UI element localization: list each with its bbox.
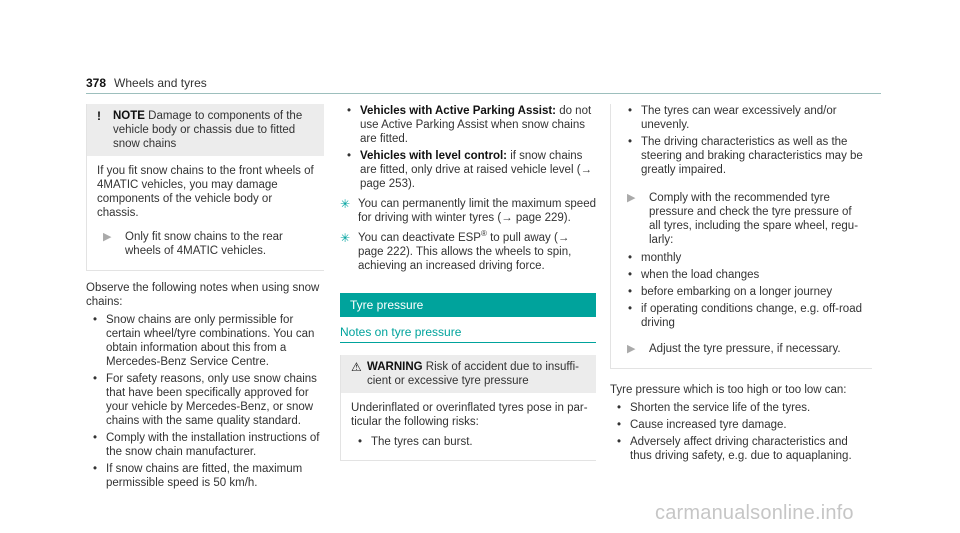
chapter-title: Wheels and tyres xyxy=(114,76,207,90)
pressure-intro: Tyre pressure which is too high or too low can: xyxy=(610,384,847,396)
bullet-text: if snow chains are fitted, only drive at raised vehicle level (→ page 253). xyxy=(360,150,593,190)
tip-text: You can permanently limit the maximum speed for driving with winter tyres (→ page 229). xyxy=(358,198,596,224)
note-body-text: If you fit snow chains to the front wheels of 4MATIC vehicles, you may damage components of the vehicle body or chassis. xyxy=(97,165,314,219)
list-item: • if operating conditions change, e.g. off-road driving xyxy=(621,302,864,330)
warning-header xyxy=(341,355,596,393)
note-header xyxy=(87,104,324,156)
list-item: • Snow chains are only permissible for certain wheel/tyre combinations. You can obtain information about this from a Mercedes-Benz Service Centre. xyxy=(86,313,324,369)
note-heading xyxy=(113,109,316,151)
list-item: • If snow chains are fitted, the maximum permissible speed is 50 km/h. xyxy=(86,462,324,490)
column-3 xyxy=(610,104,872,466)
column-1 xyxy=(86,104,324,493)
warning-heading xyxy=(367,360,588,388)
list-item: • The driving characteristics as well as the steering and braking characteristics may be greatly impaired. xyxy=(621,135,864,177)
watermark: carmanualsonline.info xyxy=(655,502,854,524)
warning-body xyxy=(341,393,596,460)
pressure-effects-list xyxy=(610,401,872,463)
info-bulb-icon: ✳ xyxy=(340,231,351,245)
info-bulb-icon: ✳ xyxy=(340,197,351,211)
list-item: • when the load changes xyxy=(621,268,864,282)
warning-body-continued xyxy=(611,104,872,368)
note-heading-text: Damage to components of the vehicle body or chassis due to fitted snow chains xyxy=(113,110,303,150)
vehicle-option-list xyxy=(340,104,596,191)
list-item: • The tyres can wear excessively and/or unevenly. xyxy=(621,104,864,132)
note-action-text: Only fit snow chains to the rear wheels of 4MATIC vehicles. xyxy=(125,231,283,257)
page-header xyxy=(86,76,207,91)
list-item: • before embarking on a longer journey xyxy=(621,285,864,299)
bullet-keyword: Vehicles with Active Parking Assist: xyxy=(360,105,556,117)
risk-list xyxy=(621,104,864,177)
warning-action xyxy=(621,191,864,247)
warning-box-continued xyxy=(610,104,872,369)
warning-box xyxy=(340,355,596,461)
tip-text xyxy=(358,231,596,273)
note-box xyxy=(86,104,324,271)
list-item: • For safety reasons, only use snow chains that have been specifically approved for your vehicle by Mercedes-Benz, or snow chains with the same quality standard. xyxy=(86,372,324,428)
check-schedule-list xyxy=(621,251,864,330)
warning-action-text: Comply with the recommended tyre pressure and check the tyre pressure of all tyres, including the spare wheel, regularly: xyxy=(649,192,859,246)
header-divider xyxy=(86,93,881,94)
note-action xyxy=(97,230,316,258)
warning-heading-text: Risk of accident due to insufficient or excessive tyre pressure xyxy=(367,361,580,387)
bullet-keyword: Vehicles with level control: xyxy=(360,150,507,162)
warning-list xyxy=(351,435,588,449)
note-body xyxy=(87,156,324,270)
warning-label: WARNING xyxy=(367,361,423,373)
warning-triangle-icon: ⚠ xyxy=(351,360,362,374)
observe-intro: Observe the following notes when using snow chains: xyxy=(86,282,320,308)
note-label: NOTE xyxy=(113,110,145,122)
list-item xyxy=(340,149,596,191)
exclamation-icon: ! xyxy=(97,109,101,123)
registered-mark: ® xyxy=(480,229,487,239)
play-arrow-icon: ▶ xyxy=(627,343,636,355)
tip-text-pre: You can deactivate ESP xyxy=(358,232,481,244)
bullet-text: do not use Active Parking Assist when snow chains are fitted. xyxy=(360,105,592,145)
list-item: • monthly xyxy=(621,251,864,265)
list-item: • Cause increased tyre damage. xyxy=(610,418,872,432)
warning-action xyxy=(621,342,864,356)
list-item: • Adversely affect driving characteristics and thus driving safety, e.g. due to aquaplaning. xyxy=(610,435,872,463)
warning-action-text: Adjust the tyre pressure, if necessary. xyxy=(649,343,841,355)
list-item: • The tyres can burst. xyxy=(351,435,588,449)
page-number: 378 xyxy=(86,76,107,90)
subsection-title: Notes on tyre pressure xyxy=(340,325,596,343)
column-2 xyxy=(340,104,596,461)
tip-item xyxy=(340,197,596,225)
list-item: • Comply with the installation instructions of the snow chain manufacturer. xyxy=(86,431,324,459)
warning-body-text: Underinflated or overinflated tyres pose in particular the following risks: xyxy=(351,402,588,428)
snow-chain-list xyxy=(86,313,324,490)
section-title: Tyre pressure xyxy=(340,293,596,317)
play-arrow-icon: ▶ xyxy=(627,192,636,204)
list-item: • Shorten the service life of the tyres. xyxy=(610,401,872,415)
list-item xyxy=(340,104,596,146)
tip-text-post: to pull away (→ page 222). This allows the wheels to spin, achieving an increased driving force. xyxy=(358,232,572,272)
play-arrow-icon: ▶ xyxy=(103,231,112,243)
tip-item xyxy=(340,231,596,273)
